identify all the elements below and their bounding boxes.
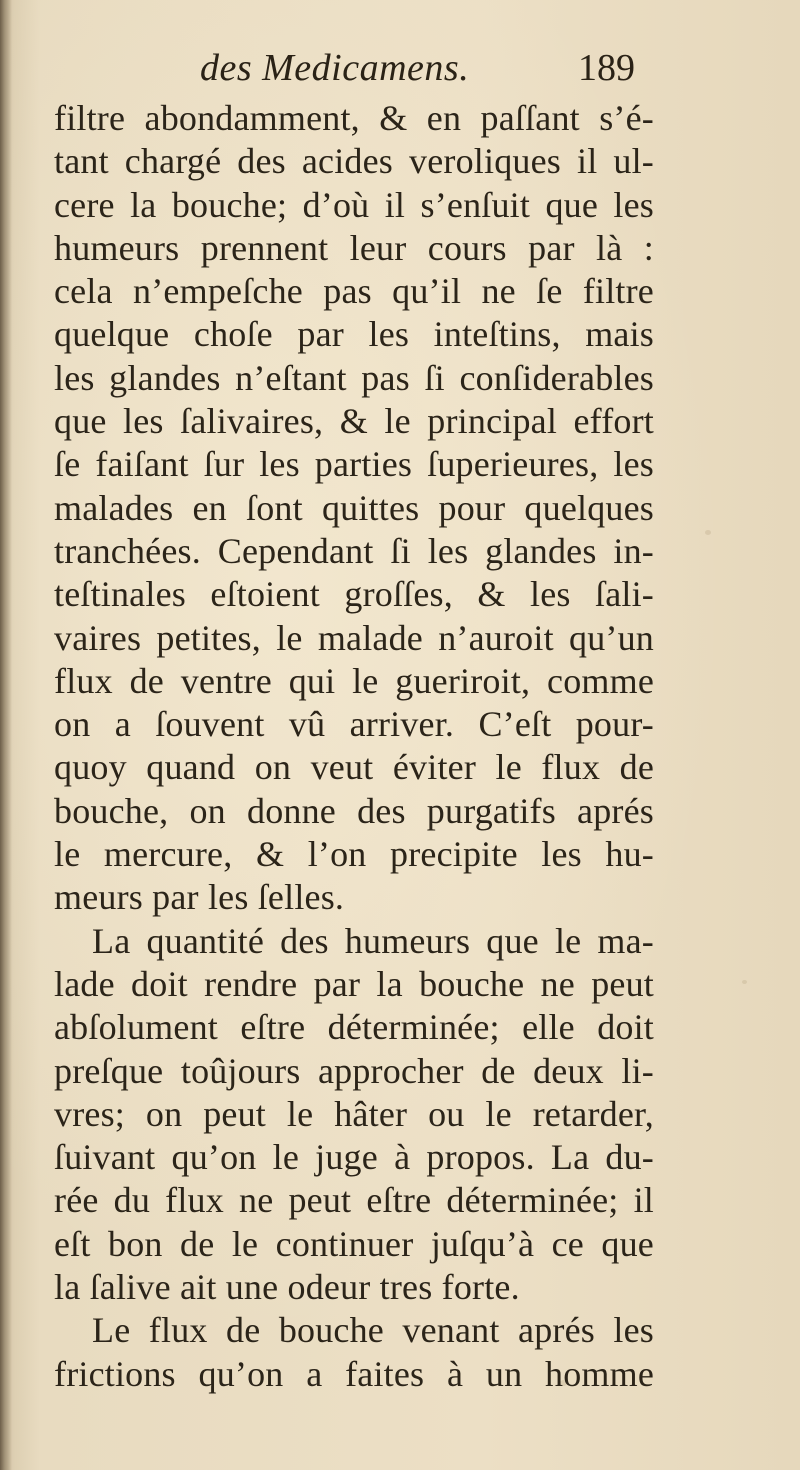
text-line: cere la bouche; d’où il s’enſuit que les [54,184,654,225]
paper-foxing-spot [742,980,747,984]
text-line: filtre abondamment, & en paſſant s’é- [54,98,654,138]
text-line: quoy quand on veut éviter le flux de [54,747,654,788]
text-line: rée du flux ne peut eſtre déterminée; il [54,1180,654,1221]
text-line: abſolument eſtre déterminée; elle doit [54,1007,654,1048]
text-line: tranchées. Cependant ſi les glandes in- [54,530,654,571]
text-line: frictions qu’on a faites à un homme [54,1353,654,1394]
page-header [0,42,800,92]
paragraph-start-line: Le flux de bouche venant aprés les [92,1310,654,1351]
page-number: 189 [578,47,635,89]
text-line: eſt bon de le continuer juſqu’à ce que [54,1223,654,1264]
text-line: lade doit rendre par la bouche ne peut [54,963,654,1004]
text-line: teſtinales eſtoient groſſes, & les ſali- [54,574,654,615]
text-line: quelque choſe par les inteſtins, mais [54,314,654,355]
paragraph-end-line: la ſalive ait une odeur tres forte. [54,1267,520,1308]
page-binding-edge [0,0,12,1470]
text-line: les glandes n’eſtant pas ſi conſiderables [54,357,654,398]
text-line: ſuivant qu’on le juge à propos. La du- [54,1137,654,1178]
text-line: humeurs prennent leur cours par là : [54,227,654,268]
text-line: vaires petites, le malade n’auroit qu’un [54,617,654,658]
running-title: des Medicamens. [200,47,470,89]
text-line: vres; on peut le hâter ou le retarder, [54,1093,654,1134]
text-line: on a ſouvent vû arriver. C’eſt pour- [54,704,654,745]
text-line: tant chargé des acides veroliques il ul- [54,141,654,182]
text-line: que les ſalivaires, & le principal effort [54,401,654,442]
text-line: bouche, on donne des purgatifs aprés [54,790,654,831]
paper-foxing-spot [705,530,711,535]
text-line: ſe faiſant ſur les parties ſuperieures, les [54,444,654,485]
text-line: flux de ventre qui le gueriroit, comme [54,660,654,701]
text-line: cela n’empeſche pas qu’il ne ſe filtre [54,271,654,312]
paragraph-end-line: meurs par les ſelles. [54,877,345,918]
text-line: preſque toûjours approcher de deux li- [54,1050,654,1091]
paragraph-start-line: La quantité des humeurs que le ma- [92,920,654,961]
text-line: malades en ſont quittes pour quelques [54,487,654,528]
body-text [54,97,654,1396]
text-line: le mercure, & l’on precipite les hu- [54,834,654,875]
